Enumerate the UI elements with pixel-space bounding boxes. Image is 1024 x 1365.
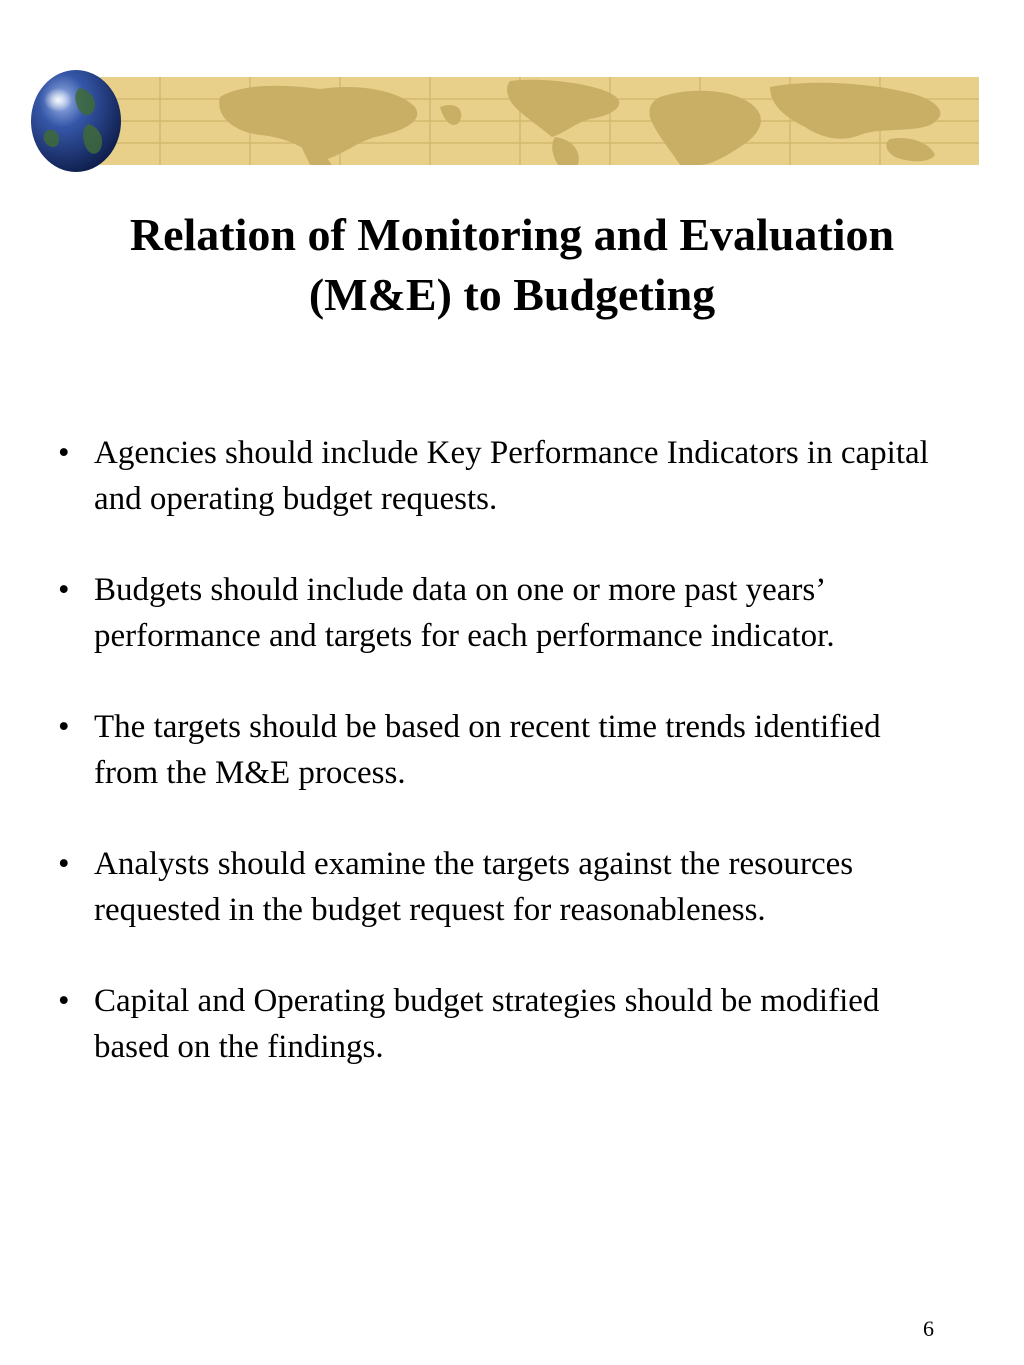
list-item: [58, 841, 938, 933]
page-title: [40, 205, 984, 325]
page-title-line-1: Relation of Monitoring and Evaluation: [129, 209, 895, 260]
bullet-marker: •: [58, 709, 70, 745]
bullet-text: Capital and Operating budget strategies should be modified based on the findings.: [94, 983, 880, 1065]
list-item: [58, 430, 938, 522]
page-title-line-2: (M&E) to Budgeting: [308, 269, 716, 320]
bullet-list: [58, 430, 938, 1115]
bullet-marker: •: [58, 983, 70, 1019]
bullet-marker: •: [58, 572, 70, 608]
list-item: [58, 704, 938, 796]
bullet-text: Analysts should examine the targets against the resources requested in the budget request for reasonableness.: [94, 846, 854, 928]
bullet-text: Agencies should include Key Performance Indicators in capital and operating budget requests.: [94, 435, 929, 517]
bullet-marker: •: [58, 846, 70, 882]
globe-icon: [28, 68, 124, 174]
list-item: [58, 978, 938, 1070]
bullet-marker: •: [58, 435, 70, 471]
slide-number: 6: [923, 1316, 934, 1341]
list-item: [58, 567, 938, 659]
world-map-banner-icon: [70, 77, 979, 165]
bullet-text: The targets should be based on recent time trends identified from the M&E process.: [94, 709, 881, 791]
bullet-text: Budgets should include data on one or more past years’ performance and targets for each performance indicator.: [94, 572, 835, 654]
